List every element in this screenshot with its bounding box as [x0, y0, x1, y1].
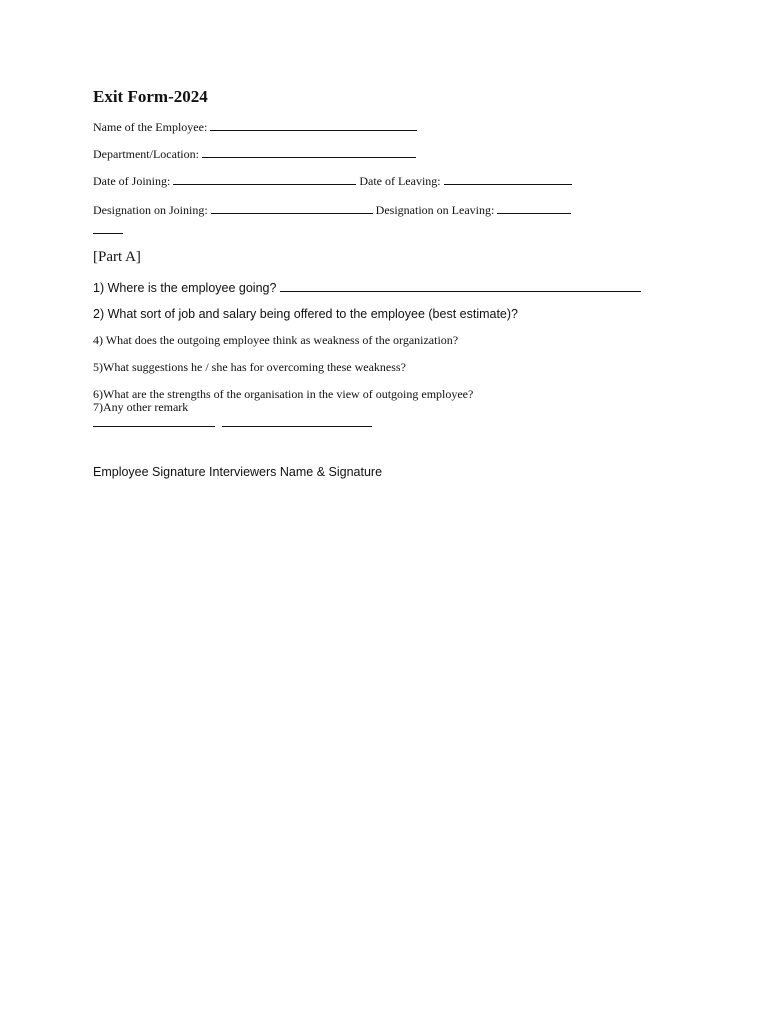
designation-joining-blank — [211, 202, 373, 214]
designation-joining-label: Designation on Joining: — [93, 203, 208, 217]
employee-signature-blank — [93, 415, 215, 427]
dates-row — [93, 173, 572, 189]
part-heading: [Part A] — [93, 249, 141, 265]
question-2: 2) What sort of job and salary being offered to the employee (best estimate)? — [93, 307, 518, 321]
designation-wrap-row — [93, 221, 123, 239]
signature-blanks-row — [93, 414, 372, 432]
employee-name-blank — [210, 119, 417, 131]
question-7: 7)Any other remark — [93, 400, 189, 414]
form-title: Exit Form-2024 — [93, 87, 208, 106]
designation-leaving-label: Designation on Leaving: — [375, 203, 495, 217]
date-leaving-label: Date of Leaving: — [359, 174, 441, 188]
employee-name-row — [93, 119, 417, 135]
department-blank — [202, 146, 416, 158]
department-label: Department/Location: — [93, 147, 199, 161]
designation-leaving-blank — [497, 202, 571, 214]
question-1: 1) Where is the employee going? — [93, 281, 277, 295]
designation-wrap-blank — [93, 222, 123, 234]
question-1-blank — [280, 280, 641, 292]
date-joining-label: Date of Joining: — [93, 174, 171, 188]
department-row — [93, 146, 416, 162]
question-4: 4) What does the outgoing employee think as weakness of the organization? — [93, 333, 459, 347]
interviewer-signature-blank — [222, 415, 372, 427]
question-5: 5)What suggestions he / she has for overcoming these weakness? — [93, 360, 406, 374]
date-leaving-blank — [444, 173, 572, 185]
employee-name-label: Name of the Employee: — [93, 120, 208, 134]
signature-labels: Employee Signature Interviewers Name & Signature — [93, 465, 383, 479]
date-joining-blank — [173, 173, 356, 185]
question-6: 6)What are the strengths of the organisation in the view of outgoing employee? — [93, 387, 474, 401]
designation-row — [93, 202, 571, 218]
question-1-row — [93, 280, 641, 295]
